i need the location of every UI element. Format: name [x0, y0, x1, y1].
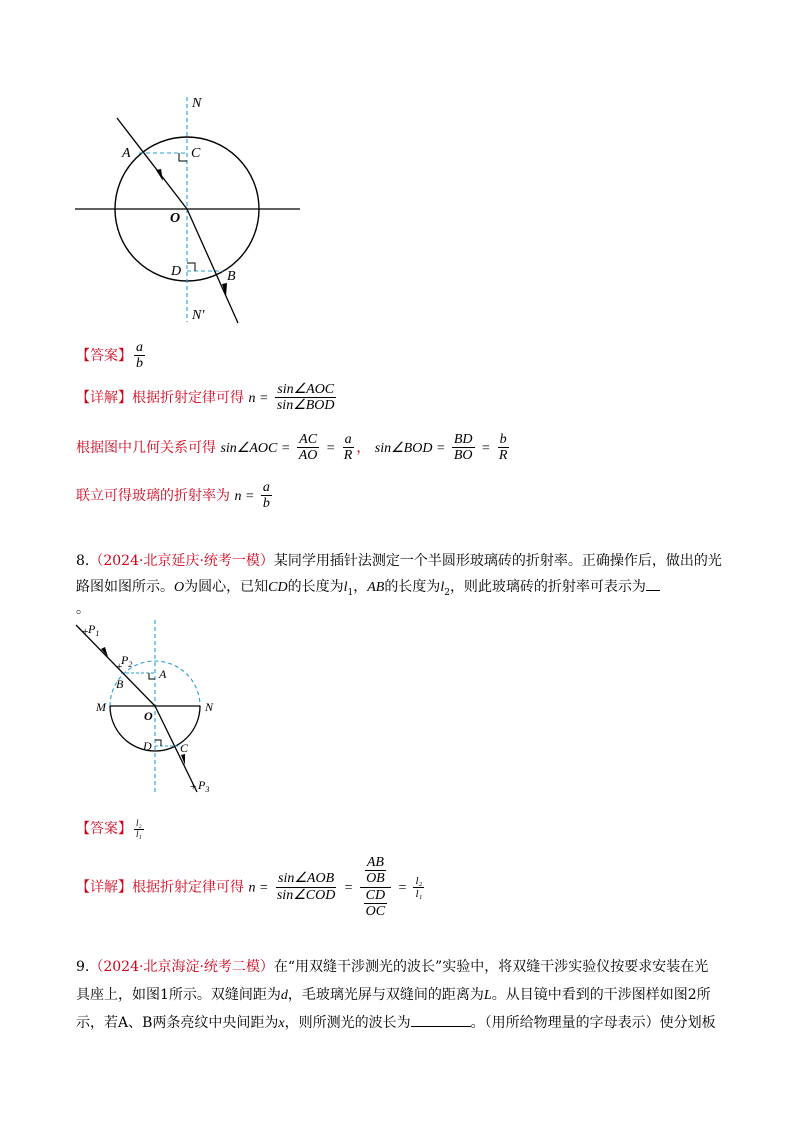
- q9-text-b1: 具座上，如图1所示。双缝间距为: [76, 987, 281, 1003]
- frac-den: AO: [298, 448, 318, 464]
- q8-text-b4: ，: [353, 579, 368, 595]
- label-D: D: [143, 739, 152, 753]
- incident-ray: [117, 118, 187, 209]
- label-D: D: [171, 264, 182, 279]
- geo-sin2: sin∠BOD =: [374, 440, 446, 456]
- frac-num: CD: [365, 887, 386, 903]
- frac-num: a: [344, 432, 352, 447]
- frac-den: OB: [366, 871, 385, 887]
- q8-line2: [76, 576, 660, 598]
- q8-AB: AB: [367, 580, 385, 595]
- label-N: N: [192, 96, 202, 111]
- frac-num: AC: [299, 432, 318, 447]
- geo-text: 根据图中几何关系可得: [76, 439, 216, 456]
- detail-tag: 【详解】: [76, 389, 132, 406]
- q8-line1: [76, 550, 722, 570]
- q8-answer: [76, 818, 146, 839]
- arrow-incident: [156, 169, 163, 181]
- q7-combine: [76, 480, 274, 512]
- label-P2: $P_2$: [121, 653, 133, 669]
- label-B: B: [116, 677, 124, 691]
- q9-number: 9.: [76, 959, 90, 975]
- detail-frac3: [413, 875, 424, 900]
- label-O: O: [170, 211, 181, 226]
- q9-line1: [76, 956, 708, 976]
- label-P1: $P_1$: [88, 622, 100, 638]
- inner-frac-top: [364, 855, 387, 887]
- q8-detail: [76, 855, 426, 920]
- q9-text-a: 在“用双缝干涉测光的波长”实验中，将双缝干涉实验仪按要求安装在光: [273, 959, 709, 975]
- label-P3: $P_3$: [198, 778, 210, 794]
- q9-text-b2: ，毛玻璃光屏与双缝间的距离为: [287, 987, 484, 1003]
- frac-num: [360, 855, 391, 888]
- q8-l1-sub: 1: [347, 587, 354, 598]
- right-angle-a: [149, 673, 155, 679]
- q8-answer-blank[interactable]: [646, 590, 660, 591]
- frac-num: sin∠AOB: [278, 871, 335, 887]
- frac-num: l₂: [136, 817, 142, 828]
- q9-answer-blank[interactable]: [411, 1026, 471, 1027]
- label-C: C: [180, 741, 189, 755]
- detail-text: 根据折射定律可得: [132, 879, 244, 896]
- label-N: N: [205, 700, 214, 714]
- combine-fraction: [261, 480, 272, 512]
- frac-den: BO: [453, 448, 473, 464]
- frac-num: sin∠AOC: [277, 382, 335, 397]
- detail-lhs: n =: [248, 390, 269, 406]
- q8-l1: l: [343, 580, 348, 595]
- frac-den: R: [343, 448, 353, 464]
- geo-comma: ，: [356, 439, 371, 456]
- frac-den: R: [498, 448, 508, 464]
- q8-l2: l: [440, 580, 445, 595]
- q9-source: （2024·北京海淀·统考二模）: [89, 959, 274, 975]
- frac-den: sin∠BOD: [276, 398, 335, 414]
- figure-refraction-circle: [60, 90, 320, 330]
- q8-text-c: 。: [76, 601, 90, 617]
- q8-text-b5: 的长度为: [384, 579, 441, 595]
- geo-frac2: [342, 432, 355, 464]
- frac-num: BD: [453, 432, 473, 447]
- geo-frac3: [452, 432, 475, 464]
- right-angle-d: [155, 740, 161, 746]
- combine-lhs: n =: [234, 488, 255, 504]
- q9-text-b3: 。从目镜中看到的干涉图样如图2所: [491, 987, 711, 1003]
- detail-frac1: [275, 871, 337, 903]
- q8-O: O: [174, 580, 185, 595]
- q8-number: 8.: [76, 553, 90, 569]
- pin-P1-mark: +: [81, 624, 90, 638]
- frac-den: b: [136, 356, 143, 372]
- q7-answer: [76, 340, 147, 372]
- label-O: O: [144, 709, 153, 723]
- frac-num: l₂: [415, 874, 423, 887]
- q8-text-b3: 的长度为: [287, 579, 344, 595]
- geo-frac4: [497, 432, 510, 464]
- q9-L: L: [483, 988, 492, 1003]
- inner-frac-bottom: [364, 888, 387, 920]
- q9-text-c1: 示，若A、B两条亮纹中央间距为: [76, 1015, 279, 1031]
- q9-d: d: [280, 988, 288, 1003]
- frac-den: sin∠COD: [276, 887, 336, 903]
- detail-fraction: [275, 382, 337, 414]
- frac-den: [360, 888, 391, 920]
- pin-P2-mark: +: [115, 659, 124, 673]
- eq-sign: =: [343, 880, 354, 896]
- q8-text-b2: 为圆心，已知: [184, 579, 269, 595]
- q9-x: x: [278, 1016, 285, 1031]
- answer-fraction: [134, 340, 145, 372]
- right-angle-c: [179, 153, 187, 161]
- combine-text: 联立可得玻璃的折射率为: [76, 487, 230, 504]
- answer-fraction: [134, 819, 144, 840]
- q9-text-c3: 。（用所给物理量的字母表示）使分划板: [470, 1015, 716, 1031]
- frac-num: AB: [366, 855, 384, 870]
- q8-l2-sub: 2: [444, 587, 450, 598]
- geo-frac1: [297, 432, 320, 464]
- q7-detail: [76, 382, 339, 414]
- frac-den: l₁: [415, 887, 423, 900]
- eq-sign-2: =: [397, 880, 408, 896]
- detail-tag: 【详解】: [76, 879, 132, 896]
- geo-sin1: sin∠AOC =: [220, 440, 291, 456]
- q8-text-b1: 路图如图所示。: [76, 579, 174, 595]
- detail-frac2: [360, 855, 391, 920]
- frac-den: l₁: [136, 828, 142, 839]
- label-C: C: [191, 146, 201, 161]
- answer-tag: 【答案】: [76, 347, 132, 364]
- figure-semicircle-glass: [70, 615, 240, 800]
- frac-num: a: [136, 340, 143, 355]
- label-B: B: [227, 269, 236, 284]
- q9-text-c2: ，则所测光的波长为: [284, 1015, 411, 1031]
- frac-den: OC: [365, 904, 386, 920]
- pin-P3-mark: +: [189, 779, 198, 793]
- q7-geometry: 根据图中几何关系可得 sin∠AOC = $\frac{AC}{AO}$ = $\frac{a}{R}$ ， sin∠BOD = $\frac{BD}{BO}$ = $\frac{b}{R}$: [76, 432, 508, 464]
- label-A: A: [122, 146, 131, 161]
- label-A: A: [159, 667, 167, 681]
- frac-num: b: [499, 432, 507, 447]
- q8-source: （2024·北京延庆·统考一模）: [89, 553, 274, 569]
- detail-text: 根据折射定律可得: [132, 389, 244, 406]
- answer-tag: 【答案】: [76, 821, 132, 837]
- q8-CD: CD: [268, 580, 288, 595]
- q8-text-b6: ，则此玻璃砖的折射率可表示为: [449, 579, 646, 595]
- frac-num: a: [262, 480, 270, 495]
- detail-lhs: n =: [248, 880, 269, 896]
- frac-den: b: [262, 496, 270, 512]
- q8-text-a: 某同学用插针法测定一个半圆形玻璃砖的折射率。正确操作后，做出的光: [273, 553, 722, 569]
- right-angle-d: [187, 263, 195, 271]
- label-M: M: [96, 700, 106, 714]
- q9-line2: [76, 984, 711, 1004]
- q9-line3: [76, 1012, 716, 1032]
- label-Nprime: N′: [192, 308, 205, 323]
